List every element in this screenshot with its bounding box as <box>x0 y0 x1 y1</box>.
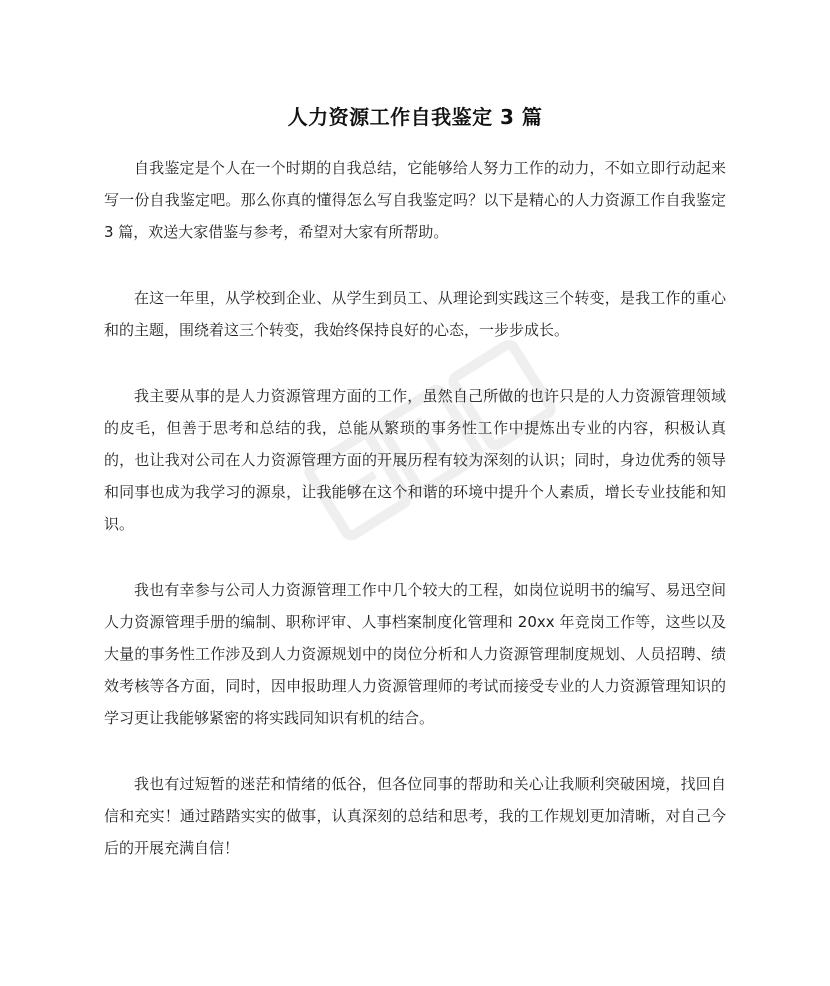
paragraph-confidence: 我也有过短暂的迷茫和情绪的低谷，但各位同事的帮助和关心让我顺利突破困境，找回自信和充实！通过踏踏实实的做事，认真深刻的总结和思考，我的工作规划更加清晰，对自己今后的开展充满自信！ <box>104 775 726 857</box>
paragraph-intro: 自我鉴定是个人在一个时期的自我总结，它能够给人努力工作的动力，不如立即行动起来写一份自我鉴定吧。那么你真的懂得怎么写自我鉴定吗？以下是精心的人力资源工作自我鉴定 3 篇，欢送大家借鉴与参考，希望对大家有所帮助。 <box>104 159 726 241</box>
paragraph-transition: 在这一年里，从学校到企业、从学生到员工、从理论到实践这三个转变，是我工作的重心和的主题，围绕着这三个转变，我始终保持良好的心态，一步步成长。 <box>104 289 726 339</box>
document-title: 人力资源工作自我鉴定 3 篇 <box>287 105 543 130</box>
document-body <box>104 152 726 898</box>
paragraph-hr-work: 我主要从事的是人力资源管理方面的工作，虽然自己所做的也许只是的人力资源管理领域的皮毛，但善于思考和总结的我，总能从繁琐的事务性工作中提炼出专业的内容，积极认真的，也让我对公司在人力资源管理方面的开展历程有较为深刻的认识；同时，身边优秀的领导和同事也成为我学习的源泉，让我能够在这个和谐的环境中提升个人素质，增长专业技能和知识。 <box>104 387 726 533</box>
paragraph-projects: 我也有幸参与公司人力资源管理工作中几个较大的工程，如岗位说明书的编写、易迅空间人力资源管理手册的编制、职称评审、人事档案制度化管理和 20xx 年竞岗工作等，这些以及大量的事务性工作涉及到人力资源规划中的岗位分析和人力资源管理制度规划、人员招聘、绩效考核等各方面，同时，因申报助理人力资源管理师的考试而接受专业的人力资源管理知识的学习更让我能够紧密的将实践同知识有机的结合。 <box>104 581 726 727</box>
